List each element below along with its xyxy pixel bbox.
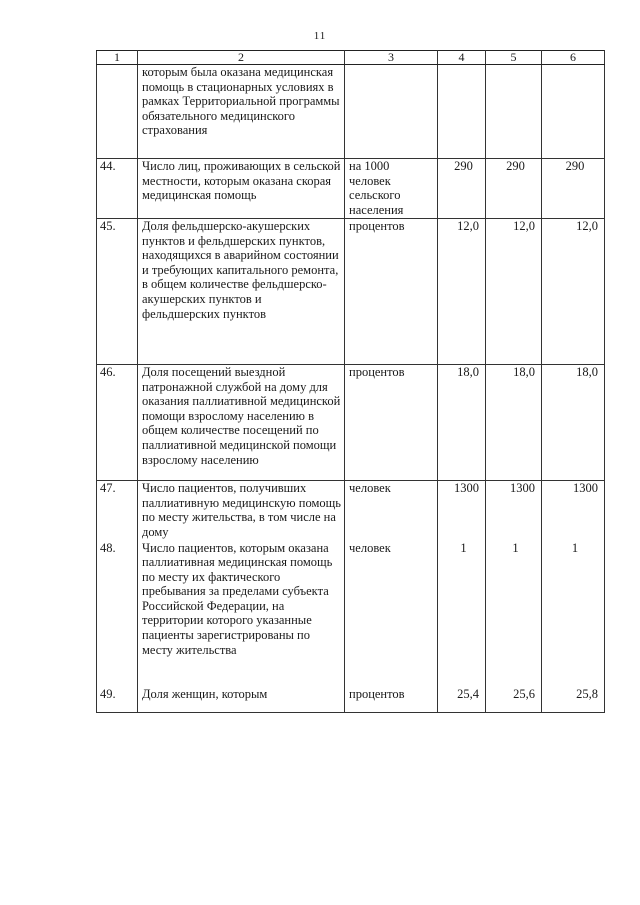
row-number: 49. xyxy=(97,687,138,713)
value-cell: 1300 xyxy=(486,481,542,541)
value-cell: 12,0 xyxy=(438,219,486,365)
value-cell: 25,4 xyxy=(438,687,486,713)
value-cell: 18,0 xyxy=(438,365,486,481)
value-cell: 290 xyxy=(438,159,486,219)
table-row xyxy=(97,65,605,159)
row-number: 48. xyxy=(97,541,138,687)
value-cell: 1 xyxy=(542,541,605,687)
value-cell xyxy=(438,65,486,159)
unit-cell xyxy=(345,65,438,159)
indicator-name: Число пациентов, получивших паллиативную медицинскую помощь по месту жительства, в том числе на дому xyxy=(138,481,345,541)
table-row xyxy=(97,365,605,481)
value-cell: 18,0 xyxy=(486,365,542,481)
table-row xyxy=(97,219,605,365)
indicator-name: Число лиц, проживающих в сельской местности, которым оказана скорая медицинская помощь xyxy=(138,159,345,219)
unit-cell: процентов xyxy=(345,365,438,481)
value-cell: 12,0 xyxy=(486,219,542,365)
value-cell: 1 xyxy=(438,541,486,687)
indicator-name: Доля фельдшерско-акушерских пунктов и фельдшерских пунктов, находящихся в аварийном состоянии и требующих капитального ремонта, в общем количестве фельдшерско-акушерских пунктов и фельдшерских пунктов xyxy=(138,219,345,365)
unit-cell: процентов xyxy=(345,219,438,365)
value-cell: 290 xyxy=(486,159,542,219)
row-number: 47. xyxy=(97,481,138,541)
column-header: 5 xyxy=(486,51,542,65)
indicator-name: Доля женщин, которым xyxy=(138,687,345,713)
column-header: 3 xyxy=(345,51,438,65)
table-header-row xyxy=(97,51,605,65)
value-cell: 1 xyxy=(486,541,542,687)
unit-cell: на 1000 человек сельского населения xyxy=(345,159,438,219)
table-row xyxy=(97,481,605,541)
column-header: 6 xyxy=(542,51,605,65)
value-cell: 290 xyxy=(542,159,605,219)
indicator-name: Число пациентов, которым оказана паллиативная медицинская помощь по месту их фактического пребывания за пределами субъекта Российской Федерации, на территории которого указанные пациенты зарегистрированы по месту жительства xyxy=(138,541,345,687)
value-cell: 1300 xyxy=(438,481,486,541)
indicators-table xyxy=(96,50,605,713)
unit-cell: процентов xyxy=(345,687,438,713)
page-number: 11 xyxy=(313,30,327,42)
unit-cell: человек xyxy=(345,541,438,687)
value-cell xyxy=(486,65,542,159)
value-cell: 25,8 xyxy=(542,687,605,713)
indicator-name: которым была оказана медицинская помощь в стационарных условиях в рамках Территориальной программы обязательного медицинского страхования xyxy=(138,65,345,159)
row-number xyxy=(97,65,138,159)
column-header: 1 xyxy=(97,51,138,65)
column-header: 2 xyxy=(138,51,345,65)
unit-cell: человек xyxy=(345,481,438,541)
row-number: 44. xyxy=(97,159,138,219)
value-cell: 1300 xyxy=(542,481,605,541)
value-cell: 18,0 xyxy=(542,365,605,481)
value-cell xyxy=(542,65,605,159)
column-header: 4 xyxy=(438,51,486,65)
table-row xyxy=(97,541,605,687)
value-cell: 12,0 xyxy=(542,219,605,365)
table-row xyxy=(97,687,605,713)
row-number: 46. xyxy=(97,365,138,481)
row-number: 45. xyxy=(97,219,138,365)
value-cell: 25,6 xyxy=(486,687,542,713)
table-row xyxy=(97,159,605,219)
indicator-name: Доля посещений выездной патронажной службой на дому для оказания паллиативной медицинской помощи взрослому населению в общем количестве посещений по паллиативной медицинской помощи взрослому населению xyxy=(138,365,345,481)
